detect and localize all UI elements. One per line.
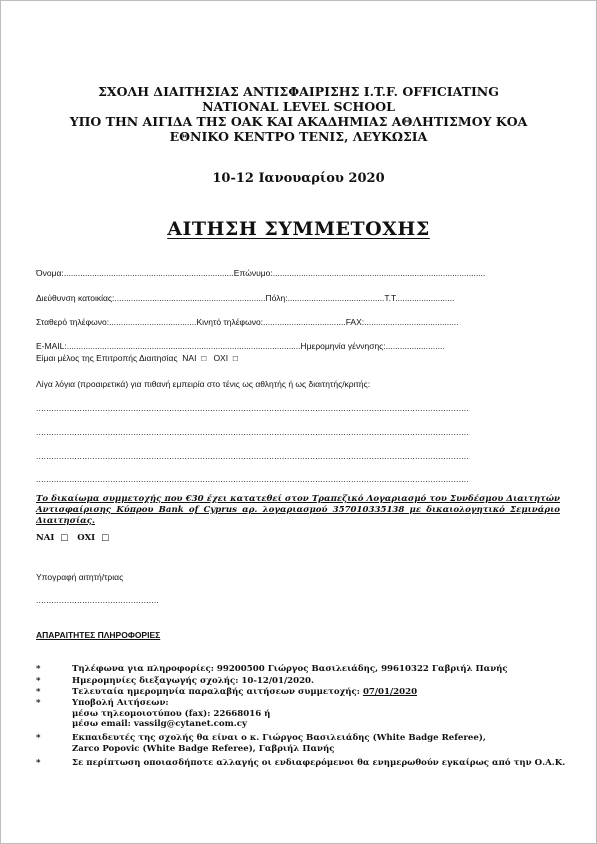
landline-label: Σταθερό τηλέφωνο: bbox=[36, 317, 110, 327]
fee-yes-label: ΝΑΙ bbox=[36, 533, 55, 543]
committee-no-label: ΟΧΙ bbox=[213, 353, 229, 363]
row-address bbox=[36, 293, 454, 304]
experience-line-1[interactable]: ......................................................................................................................................................................... bbox=[36, 403, 469, 413]
fee-no-checkbox[interactable]: □ bbox=[101, 533, 110, 543]
fee-notice: Το δικαίωμα συμμετοχής που €30 έχει κατατεθεί στον Τραπεζικό Λογαριασμό του Συνδέσμου Διαιτητών Αντισφαίρισης Κύπρου Bank of Cyprus αρ. λογαριασμού 357010335138 με δικαιολογητικό Σεμινάριο Διαιτησίας. bbox=[36, 494, 560, 526]
fax-label: FAX: bbox=[345, 317, 365, 327]
info-item-instructors bbox=[36, 733, 566, 754]
info-deadline bbox=[72, 687, 566, 698]
bullet: * bbox=[36, 758, 41, 768]
mobile-label: Κινητό τηλέφωνο: bbox=[196, 317, 264, 327]
email-field[interactable]: ................................................................................................... bbox=[66, 341, 301, 351]
info-item-changes bbox=[36, 758, 566, 769]
info-changes: Σε περίπτωση οποιασδήποτε αλλαγής οι ενδιαφερόμενοι θα ενημερωθούν εγκαίρως από την Ο.Α.Κ. bbox=[72, 758, 566, 768]
signature-label: Υπογραφή αιτητή/τριας bbox=[36, 572, 124, 582]
bullet: * bbox=[36, 664, 41, 674]
row-name bbox=[36, 268, 485, 279]
committee-yes-checkbox[interactable]: □ bbox=[201, 353, 207, 363]
landline-field[interactable]: ..................................... bbox=[109, 317, 197, 327]
mobile-field[interactable]: ................................... bbox=[263, 317, 346, 327]
row-fee-confirm bbox=[36, 533, 109, 544]
surname-label: Επώνυμο: bbox=[233, 268, 273, 278]
surname-field[interactable]: .......................................................................................... bbox=[272, 268, 486, 278]
info-item-dates bbox=[36, 676, 566, 687]
address-field[interactable]: ................................................................ bbox=[114, 293, 266, 303]
postcode-field[interactable]: ......................... bbox=[395, 293, 455, 303]
header-line-1: ΣΧΟΛΗ ΔΙΑΙΤΗΣΙΑΣ ΑΝΤΙΣΦΑΙΡΙΣΗΣ I.T.F. OFFICIATING bbox=[98, 84, 499, 99]
form-title: ΑΙΤΗΣΗ ΣΥΜΜΕΤΟΧΗΣ bbox=[167, 218, 430, 240]
bullet: * bbox=[36, 698, 41, 708]
committee-label: Είμαι μέλος της Επιτροπής Διαιτησίας bbox=[36, 353, 178, 363]
submission-email: μέσω email: vassilg@cytanet.com.cy bbox=[72, 719, 247, 729]
row-phones bbox=[36, 317, 459, 328]
submission-fax: μέσω τηλεομοιοτύπου (fax): 22668016 ή bbox=[72, 708, 271, 719]
committee-yes-label: ΝΑΙ bbox=[182, 353, 197, 363]
info-title: ΑΠΑΡΑΙΤΗΤΕΣ ΠΛΗΡΟΦΟΡΙΕΣ bbox=[36, 630, 161, 640]
info-item-deadline bbox=[36, 687, 566, 698]
fee-yes-checkbox[interactable]: □ bbox=[60, 533, 69, 543]
postcode-label: Τ.Τ bbox=[384, 293, 396, 303]
experience-label: Λίγα λόγια (προαιρετικά) για πιθανή εμπειρία στο τένις ως αθλητής ή ως διαιτητής/κριτής: bbox=[36, 379, 371, 389]
header-line-4: ΕΘΝΙΚΟ ΚΕΝΤΡΟ ΤΕΝΙΣ, ΛΕΥΚΩΣΙΑ bbox=[169, 129, 428, 144]
birthdate-field[interactable]: ......................... bbox=[385, 341, 445, 351]
submission-title: Υποβολή Αιτήσεων: bbox=[72, 698, 169, 708]
row-email bbox=[36, 341, 445, 352]
info-phones: Τηλέφωνα για πληροφορίες: 99200500 Γιώργος Βασιλειάδης, 99610322 Γαβριήλ Πανής bbox=[72, 664, 508, 674]
bullet: * bbox=[36, 687, 41, 697]
info-dates: Ημερομηνίες διεξαγωγής σχολής: 10-12/01/2020. bbox=[72, 676, 315, 686]
fee-no-label: ΟΧΙ bbox=[77, 533, 96, 543]
experience-line-4[interactable]: ......................................................................................................................................................................... bbox=[36, 474, 469, 484]
deadline-prefix: Τελευταία ημερομηνία παραλαβής αιτήσεων συμμετοχής: bbox=[72, 687, 363, 697]
experience-line-2[interactable]: ......................................................................................................................................................................... bbox=[36, 427, 469, 437]
instructors-line-1: Εκπαιδευτές της σχολής θα είναι ο κ. Γιώργος Βασιλειάδης (White Badge Referee), bbox=[72, 733, 486, 743]
fax-field[interactable]: ........................................ bbox=[364, 317, 459, 327]
bullet: * bbox=[36, 733, 41, 743]
header-line-3: ΥΠΟ ΤΗΝ ΑΙΓΙΔΑ ΤΗΣ ΟΑΚ ΚΑΙ ΑΚΑΔΗΜΙΑΣ ΑΘΛΗΤΙΣΜΟΥ ΚΟΑ bbox=[69, 114, 528, 129]
email-label: E-MAIL: bbox=[36, 341, 67, 351]
school-header bbox=[0, 84, 597, 144]
city-label: Πόλη: bbox=[265, 293, 288, 303]
experience-line-3[interactable]: ......................................................................................................................................................................... bbox=[36, 451, 469, 461]
instructors-line-2: Zarco Popovic (White Badge Referee), Γαβριήλ Πανής bbox=[72, 743, 335, 754]
name-label: Όνομα: bbox=[36, 268, 64, 278]
deadline-date: 07/01/2020 bbox=[362, 687, 418, 697]
info-item-phones bbox=[36, 664, 566, 675]
bullet: * bbox=[36, 676, 41, 686]
header-line-2: NATIONAL LEVEL SCHOOL bbox=[202, 99, 395, 114]
birthdate-label: Ημερομηνία γέννησης: bbox=[300, 341, 386, 351]
row-committee bbox=[36, 353, 238, 364]
city-field[interactable]: ......................................... bbox=[287, 293, 385, 303]
info-item-submission bbox=[36, 698, 566, 730]
committee-no-checkbox[interactable]: □ bbox=[232, 353, 238, 363]
name-field[interactable]: ........................................................................ bbox=[63, 268, 234, 278]
signature-field[interactable]: ................................................ bbox=[36, 595, 159, 605]
event-date: 10-12 Ιανουαρίου 2020 bbox=[212, 171, 385, 186]
address-label: Διεύθυνση κατοικίας: bbox=[36, 293, 115, 303]
